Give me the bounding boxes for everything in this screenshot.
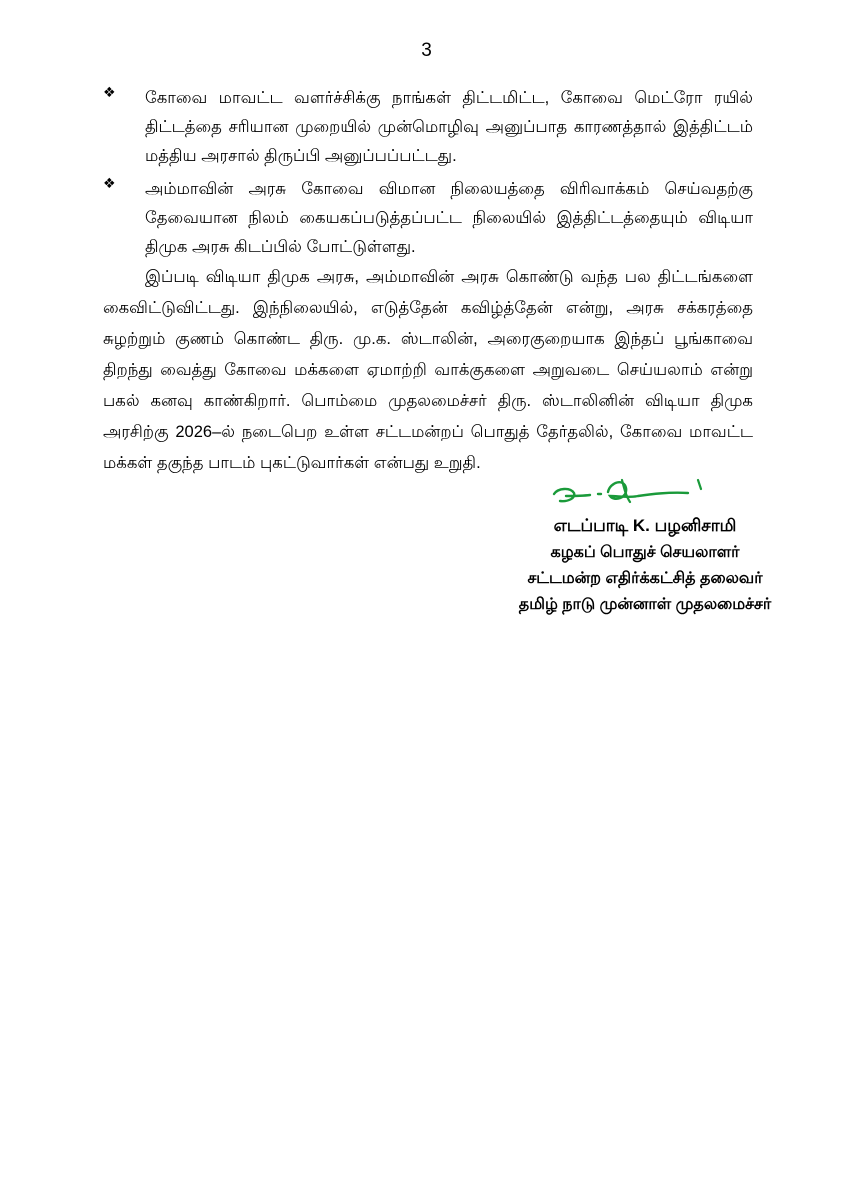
signatory-name: எடப்பாடி K. பழனிசாமி: [553, 516, 737, 535]
designation-opposition-leader: சட்டமன்ற எதிர்க்கட்சித் தலைவர்: [527, 570, 763, 587]
body-paragraph: இப்படி விடியா திமுக அரசு, அம்மாவின் அரசு கொண்டு வந்த பல திட்டங்களை கைவிட்டுவிட்டது. இந்நிலையில், எடுத்தேன் கவிழ்த்தேன் என்று, அரசு சக்கரத்தை சுழற்றும் குணம் கொண்ட திரு. மு.க. ஸ்டாலின், அரைகுறையாக இந்தப் பூங்காவை திறந்து வைத்து கோவை மக்களை ஏமாற்றி வாக்குகளை அறுவடை செய்யலாம் என்று பகல் கனவு காண்கிறார். பொம்மை முதலமைச்சர் திரு. ஸ்டாலினின் விடியா திமுக அரசிற்கு 2026–ல் நடைபெற உள்ள சட்டமன்றப் பொதுத் தேர்தலில், கோவை மாவட்ட மக்கள் தகுந்த பாடம் புகட்டுவார்கள் என்பது உறுதி.: [103, 268, 753, 472]
handwritten-signature: [548, 474, 708, 514]
page-number: 3: [421, 40, 432, 61]
diamond-bullet-icon: ❖: [103, 176, 116, 192]
signature-block: [480, 512, 810, 618]
diamond-bullet-icon: ❖: [103, 85, 116, 101]
bullet-text-metro: கோவை மாவட்ட வளர்ச்சிக்கு நாங்கள் திட்டமிட்ட, கோவை மெட்ரோ ரயில் திட்டத்தை சரியான முறையில் முன்மொழிவு அனுப்பாத காரணத்தால் இத்திட்டம் மத்திய அரசால் திருப்பி அனுப்பப்பட்டது.: [145, 89, 753, 165]
designation-former-cm: தமிழ் நாடு முன்னாள் முதலமைச்சர்: [518, 596, 772, 613]
designation-general-secretary: கழகப் பொதுச் செயலாளர்: [550, 544, 740, 561]
bullet-text-airport: அம்மாவின் அரசு கோவை விமான நிலையத்தை விரிவாக்கம் செய்வதற்கு தேவையான நிலம் கையகப்படுத்தப்பட்ட நிலையில் இத்திட்டத்தையும் விடியா திமுக அரசு கிடப்பில் போட்டுள்ளது.: [145, 180, 753, 256]
